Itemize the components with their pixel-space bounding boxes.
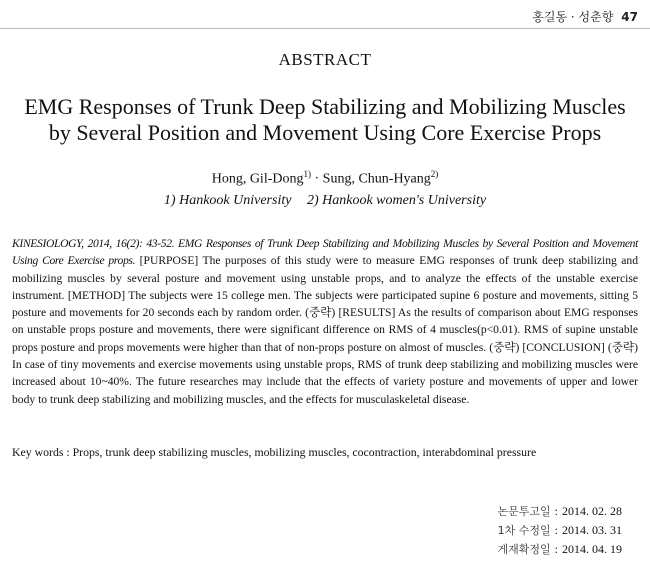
date-row bbox=[498, 502, 636, 521]
author-1-affiliation-mark: 1) bbox=[303, 169, 311, 179]
paper-title-line-2: by Several Position and Movement Using Core Exercise Props bbox=[48, 120, 602, 145]
author-2-affiliation-mark: 2) bbox=[430, 169, 439, 179]
date-separator: : bbox=[554, 523, 558, 537]
date-label: 게재확정일 bbox=[497, 543, 551, 556]
abstract-body bbox=[12, 235, 638, 408]
affiliation-2: 2) Hankook women's University bbox=[306, 193, 487, 208]
date-value: 2014. 03. 31 bbox=[562, 523, 622, 537]
abstract-text: [PURPOSE] The purposes of this study were to measure EMG responses of trunk deep stabilizing and mobilizing muscles by several posture and movement using unstable props, and to analyze the effects of the unstable exercise instrument. [METHOD] The subjects were 15 college men. The subjects were participated supine 6 posture and movements, sitting 5 posture and movements for 20 seconds each by random order. (중략) [RESULTS] As the results of comparison about EMG responses on unstable props posture and movements, there were significant difference on RMS of 4 muscles(p<0.01). RMS of supine unstable props posture and props movements were higher than that of non-props posture on almost of muscles. (중략) [CONCLUSION] (중략) In case of tiny movements and exercise movements using unstable props, RMS of trunk deep stabilizing and mobilizing muscles were increased about 10~40%. The future researches may include that the effects of variety posture and movements of upper and lower body to trunk deep stabilizing and mobilizing muscles, and the effects for musculaskeletal disease. bbox=[12, 254, 639, 406]
header-rule bbox=[0, 28, 650, 29]
abstract-citation: KINESIOLOGY, 2014, 16(2): 43-52. EMG Responses of Trunk Deep Stabilizing and Mobilizing Muscles by Several Position and Movement Using Core Exercise props. bbox=[12, 237, 638, 268]
author-2: Sung, Chun-Hyang bbox=[322, 171, 431, 187]
paper-title-line-1: EMG Responses of Trunk Deep Stabilizing and Mobilizing Muscles bbox=[24, 94, 626, 119]
running-header-authors: 홍길동 · 성춘향 bbox=[532, 10, 614, 24]
author-list bbox=[0, 169, 650, 188]
author-1: Hong, Gil-Dong bbox=[211, 171, 304, 187]
keywords: Key words : Props, trunk deep stabilizing muscles, mobilizing muscles, cocontraction, interabdominal pressure bbox=[12, 445, 537, 459]
date-value: 2014. 02. 28 bbox=[562, 504, 622, 518]
date-label: 1차 수정일 bbox=[497, 524, 551, 537]
date-row bbox=[498, 521, 636, 540]
date-row bbox=[498, 540, 636, 559]
affiliation-list bbox=[0, 193, 650, 209]
date-value: 2014. 04. 19 bbox=[562, 542, 622, 556]
page-number: 47 bbox=[621, 10, 638, 24]
submission-dates bbox=[498, 502, 636, 559]
date-separator: : bbox=[554, 504, 558, 518]
running-header bbox=[532, 8, 638, 25]
author-separator: · bbox=[310, 171, 323, 187]
date-label: 논문투고일 bbox=[497, 505, 551, 518]
date-separator: : bbox=[554, 542, 558, 556]
abstract-heading: ABSTRACT bbox=[278, 50, 372, 69]
paper-title bbox=[0, 94, 650, 146]
affiliation-1: 1) Hankook University bbox=[163, 193, 292, 208]
